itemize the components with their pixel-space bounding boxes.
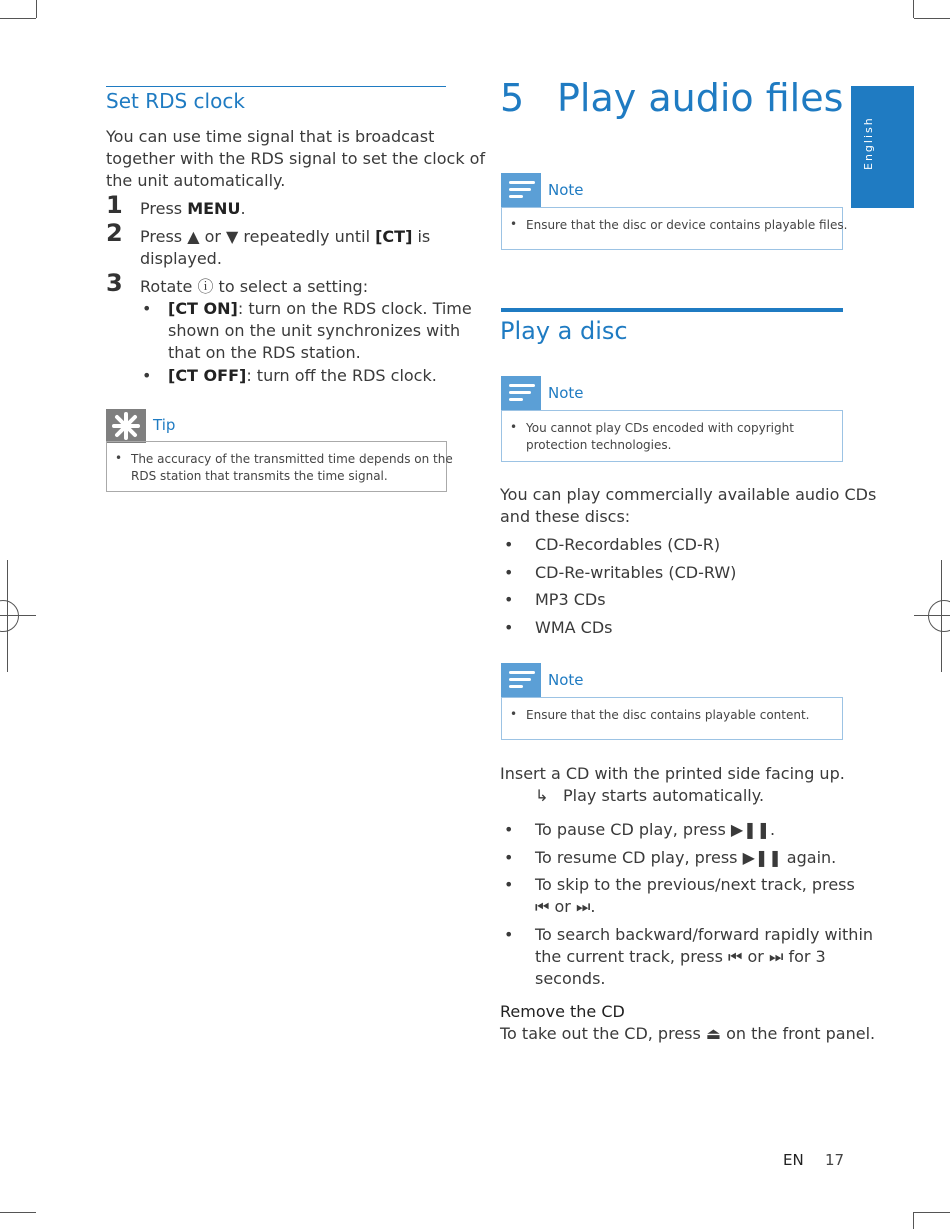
section-rule [106, 86, 446, 87]
intro-paragraph [106, 126, 485, 192]
language-tab-label: English [862, 116, 875, 170]
sub-bullet-text: : turn off the RDS clock. [246, 366, 437, 385]
crop-mark [0, 18, 36, 19]
step-text-part: Press ▲ or ▼ repeatedly until [140, 227, 376, 246]
bullet-glyph: • [510, 217, 518, 231]
bullet-glyph: • [504, 925, 514, 944]
chapter-title: Play audio files [557, 76, 844, 120]
note-label: Note [548, 671, 584, 689]
intro-line: together with the RDS signal to set the clock of [106, 149, 486, 168]
step-text [140, 198, 246, 220]
control-line: ⏮ or ⏭. [535, 897, 596, 916]
crop-mark [0, 1212, 36, 1213]
note-text-line: protection technologies. [526, 438, 672, 452]
crop-mark [914, 18, 950, 19]
bullet-glyph: • [504, 563, 514, 582]
page-number: 17 [825, 1151, 845, 1169]
step-text-part: displayed. [140, 249, 222, 268]
tip-label: Tip [153, 416, 176, 434]
note-icon [501, 173, 541, 207]
note-text: Ensure that the disc contains playable content. [526, 708, 810, 722]
result-arrow-icon: ↳ [535, 786, 549, 805]
tip-icon [106, 409, 146, 443]
bullet-glyph: • [504, 848, 514, 867]
registration-mark [928, 600, 950, 632]
disc-list-item: CD-Re-writables (CD-RW) [535, 563, 737, 582]
crop-mark [914, 1212, 950, 1213]
insert-instruction: Insert a CD with the printed side facing up. [500, 764, 845, 783]
footer-language: EN [783, 1151, 804, 1169]
crop-mark [913, 1212, 914, 1229]
section-title: Play a disc [500, 317, 628, 345]
bullet-glyph: • [510, 420, 518, 434]
result-text: Play starts automatically. [563, 786, 765, 805]
bullet-glyph: • [142, 299, 152, 318]
disc-list-item: WMA CDs [535, 618, 613, 637]
registration-mark [0, 600, 19, 632]
disc-list-item: CD-Recordables (CD-R) [535, 535, 721, 554]
note-icon [501, 663, 541, 697]
bullet-glyph: • [504, 535, 514, 554]
note-label: Note [548, 384, 584, 402]
bullet-glyph: • [504, 590, 514, 609]
tip-text-line: RDS station that transmits the time signal. [131, 469, 388, 483]
step-text [140, 226, 430, 270]
crop-mark [913, 0, 914, 18]
key-label: [CT] [375, 227, 413, 246]
chapter-number: 5 [500, 76, 525, 120]
crop-mark [7, 560, 8, 672]
intro-line: You can play commercially available audio CDs [500, 485, 877, 504]
intro-line: and these discs: [500, 507, 631, 526]
sub-bullet-text: shown on the unit synchronizes with [168, 321, 461, 340]
bullet-glyph: • [504, 875, 514, 894]
tip-text-line: The accuracy of the transmitted time depends on the [131, 452, 453, 466]
bullet-glyph: • [142, 366, 152, 385]
subsection-heading: Remove the CD [500, 1002, 625, 1021]
bullet-glyph: • [115, 451, 123, 465]
crop-mark [0, 615, 36, 616]
step-number: 3 [106, 269, 123, 297]
section-title: Set RDS clock [106, 89, 245, 113]
bullet-glyph: • [504, 618, 514, 637]
control-item: To resume CD play, press ▶❚❚ again. [535, 848, 837, 867]
note-icon [501, 376, 541, 410]
bullet-glyph: • [504, 820, 514, 839]
note-text [526, 420, 794, 454]
remove-text: To take out the CD, press ⏏ on the front panel. [500, 1024, 876, 1043]
control-line: To search backward/forward rapidly within [535, 925, 874, 944]
sub-bullet-item [168, 298, 472, 364]
language-tab [851, 86, 914, 208]
step-text-part: Press [140, 199, 188, 218]
step-number: 1 [106, 191, 123, 219]
intro-line: You can use time signal that is broadcast [106, 127, 435, 146]
tip-text [131, 451, 453, 485]
key-label: [CT OFF] [168, 366, 247, 385]
sub-bullet-item [168, 365, 437, 387]
key-label: MENU [187, 199, 241, 218]
key-label: [CT ON] [168, 299, 238, 318]
note-text: Ensure that the disc or device contains playable files. [526, 218, 848, 232]
note-text-line: You cannot play CDs encoded with copyright [526, 421, 794, 435]
control-item [535, 924, 873, 990]
bullet-glyph: • [510, 707, 518, 721]
control-line: the current track, press ⏮ or ⏭ for 3 [535, 947, 826, 966]
sub-bullet-text: that on the RDS station. [168, 343, 361, 362]
step-number: 2 [106, 219, 123, 247]
note-label: Note [548, 181, 584, 199]
step-text-part: . [240, 199, 246, 218]
control-line: seconds. [535, 969, 606, 988]
section-rule [501, 308, 843, 312]
disc-list-item: MP3 CDs [535, 590, 606, 609]
intro-paragraph [500, 484, 876, 528]
control-item: To pause CD play, press ▶❚❚. [535, 820, 776, 839]
step-text-part: is [412, 227, 431, 246]
crop-mark [36, 0, 37, 18]
step-text: Rotate ⓘ to select a setting: [140, 277, 369, 296]
crop-mark [914, 615, 950, 616]
sub-bullet-text: : turn on the RDS clock. Time [237, 299, 472, 318]
control-item [535, 874, 855, 918]
intro-line: the unit automatically. [106, 171, 286, 190]
control-line: To skip to the previous/next track, press [535, 875, 855, 894]
crop-mark [941, 560, 942, 672]
